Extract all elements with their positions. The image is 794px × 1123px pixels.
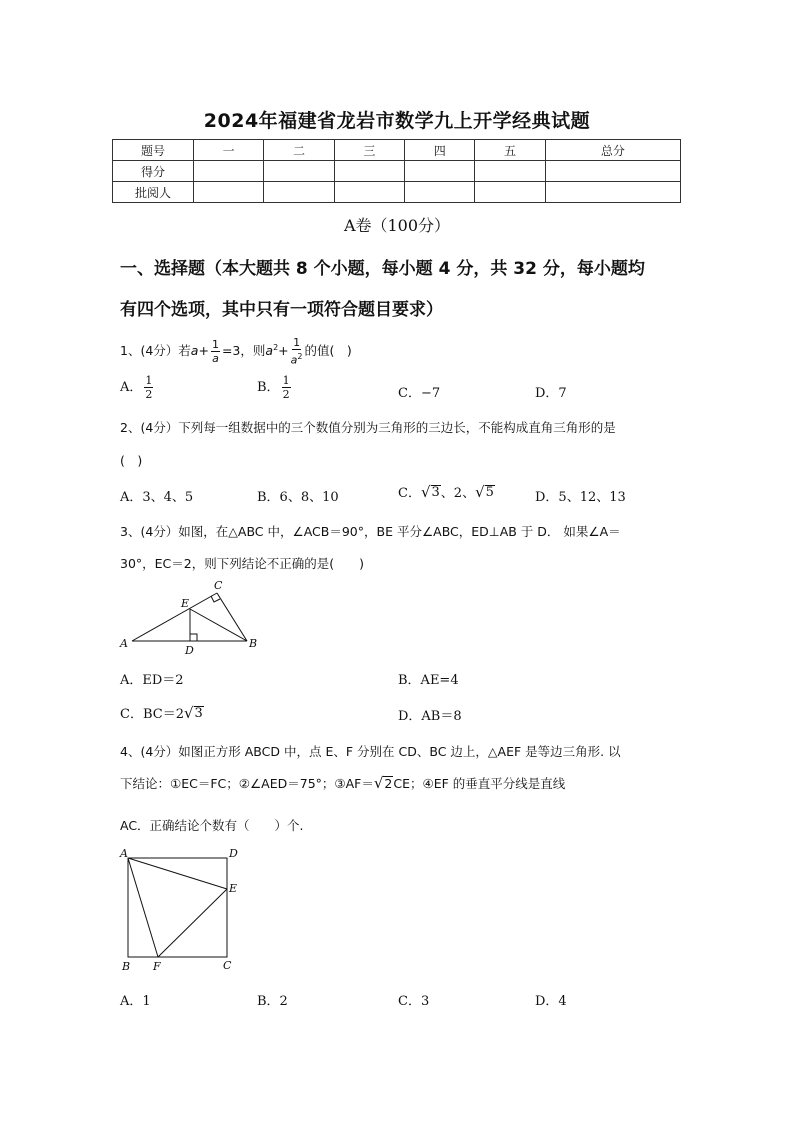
label-b: B bbox=[122, 960, 131, 973]
label-e: E bbox=[229, 882, 238, 895]
right-angle-mark-d bbox=[190, 634, 197, 641]
option-label: A． bbox=[120, 380, 143, 395]
score-cell[interactable] bbox=[545, 161, 680, 182]
question-2-line2: ( ) bbox=[120, 453, 143, 468]
sqrt bbox=[184, 705, 204, 721]
reviewer-cell[interactable] bbox=[334, 182, 404, 203]
label-a: A bbox=[120, 847, 128, 860]
question-1 bbox=[120, 334, 352, 367]
score-cell[interactable] bbox=[405, 161, 475, 182]
score-table bbox=[112, 139, 681, 203]
q1-frac-num: 1 bbox=[211, 338, 219, 352]
question-2-line1: 2、(4分）下列每一组数据中的三个数值分别为三角形的三边长，不能构成直角三角形的是 bbox=[120, 420, 616, 435]
table-header-cell: 三 bbox=[334, 140, 404, 161]
q4-option-c[interactable]: C．3 bbox=[398, 994, 430, 1009]
option-fraction bbox=[282, 374, 291, 401]
q1-frac2-den-sup: 2 bbox=[297, 352, 303, 362]
table-row bbox=[113, 182, 681, 203]
reviewer-cell[interactable] bbox=[194, 182, 264, 203]
score-cell[interactable] bbox=[475, 161, 545, 182]
sqrt bbox=[475, 484, 495, 500]
question-4-line2 bbox=[120, 774, 565, 792]
q1-fraction bbox=[211, 338, 220, 365]
sqrt bbox=[421, 484, 441, 500]
frac-den: 2 bbox=[145, 388, 153, 401]
radical-sign: √ bbox=[420, 483, 431, 501]
q3-option-a[interactable]: A．ED＝2 bbox=[120, 673, 184, 688]
page-title: 2024年福建省龙岩市数学九上开学经典试题 bbox=[203, 110, 591, 132]
q1-option-b[interactable] bbox=[257, 374, 293, 401]
question-3-line2: 30°，EC＝2，则下列结论不正确的是( ) bbox=[120, 556, 364, 571]
option-text: 、2、 bbox=[440, 486, 476, 501]
q2-option-a[interactable]: A．3、4、5 bbox=[120, 490, 194, 505]
q4-option-d[interactable]: D．4 bbox=[535, 994, 567, 1009]
reviewer-cell[interactable] bbox=[545, 182, 680, 203]
q2-option-c[interactable] bbox=[398, 482, 495, 501]
table-header-cell: 一 bbox=[194, 140, 264, 161]
square-figure bbox=[116, 844, 246, 974]
segment-cb bbox=[217, 593, 247, 641]
label-b: B bbox=[249, 637, 258, 650]
frac-num: 1 bbox=[282, 374, 290, 387]
table-row bbox=[113, 140, 681, 161]
radical-sign: √ bbox=[475, 483, 485, 501]
option-label: B． bbox=[257, 380, 280, 395]
q1-sup: 2 bbox=[273, 343, 279, 352]
label-c: C bbox=[214, 579, 223, 592]
row-label: 得分 bbox=[113, 161, 194, 182]
table-header-cell: 五 bbox=[475, 140, 545, 161]
q1-var2: a bbox=[265, 343, 274, 359]
right-angle-mark-c bbox=[211, 596, 220, 602]
q2-option-d[interactable]: D．5、12、13 bbox=[535, 490, 626, 505]
score-cell[interactable] bbox=[264, 161, 334, 182]
sqrt bbox=[374, 775, 394, 791]
radicand: 3 bbox=[194, 706, 203, 721]
q1-prefix: 1、(4分）若 bbox=[120, 343, 191, 359]
table-header-cell: 二 bbox=[264, 140, 334, 161]
score-cell[interactable] bbox=[194, 161, 264, 182]
q1-eq: =3，则 bbox=[221, 343, 266, 359]
q1-var: a bbox=[190, 343, 199, 359]
q4-option-b[interactable]: B．2 bbox=[257, 994, 288, 1009]
question-4-line1: 4、(4分）如图正方形 ABCD 中，点 E、F 分别在 CD、BC 边上，△AEF 是等边三角形. 以 bbox=[120, 744, 621, 759]
table-header-cell: 题号 bbox=[113, 140, 194, 161]
radicand: 5 bbox=[485, 485, 494, 500]
q1-frac2-den bbox=[291, 350, 303, 367]
section-heading-line2: 有四个选项，其中只有一项符合题目要求） bbox=[120, 300, 443, 320]
label-c: C bbox=[223, 959, 232, 972]
table-header-cell: 四 bbox=[405, 140, 475, 161]
q1-option-a[interactable] bbox=[120, 374, 155, 401]
table-row bbox=[113, 161, 681, 182]
q4-option-a[interactable]: A．1 bbox=[120, 994, 151, 1009]
q1-option-d[interactable]: D．7 bbox=[535, 386, 567, 401]
q1-suffix: 的值( ) bbox=[304, 343, 352, 359]
radical-sign: √ bbox=[183, 704, 194, 722]
q4-text: 下结论：①EC＝FC；②∠AED＝75°；③AF＝ bbox=[120, 776, 374, 791]
question-3-line1: 3、(4分）如图，在△ABC 中，∠ACB＝90°，BE 平分∠ABC，ED⊥AB 于 D． 如果∠A＝ bbox=[120, 524, 621, 539]
option-fraction bbox=[144, 374, 153, 401]
q2-option-b[interactable]: B．6、8、10 bbox=[257, 490, 339, 505]
q1-option-c[interactable]: C．−7 bbox=[398, 386, 441, 401]
segment-eb bbox=[190, 609, 247, 641]
reviewer-cell[interactable] bbox=[264, 182, 334, 203]
q4-text: CE；④EF 的垂直平分线是直线 bbox=[393, 776, 566, 791]
label-a: A bbox=[120, 637, 128, 650]
label-e: E bbox=[181, 597, 190, 610]
label-d: D bbox=[229, 847, 238, 860]
q1-fraction2 bbox=[291, 336, 303, 367]
reviewer-cell[interactable] bbox=[475, 182, 545, 203]
score-cell[interactable] bbox=[334, 161, 404, 182]
q1-frac2-den-var: a bbox=[290, 353, 298, 367]
frac-den: 2 bbox=[282, 388, 290, 401]
option-text: C．BC＝2 bbox=[120, 707, 184, 722]
reviewer-cell[interactable] bbox=[405, 182, 475, 203]
triangle-figure bbox=[114, 578, 264, 658]
q3-option-b[interactable]: B．AE=4 bbox=[398, 673, 459, 688]
question-4-line3: AC．正确结论个数有（ ）个. bbox=[120, 818, 304, 833]
radicand: 3 bbox=[431, 485, 440, 500]
table-header-cell: 总分 bbox=[545, 140, 680, 161]
section-heading-line1: 一、选择题（本大题共 8 个小题，每小题 4 分，共 32 分，每小题均 bbox=[120, 259, 645, 279]
q1-frac-den: a bbox=[212, 352, 219, 366]
label-f: F bbox=[153, 960, 161, 973]
label-d: D bbox=[185, 644, 194, 657]
option-label: C． bbox=[398, 486, 421, 501]
q1-plus: + bbox=[198, 343, 209, 359]
q1-frac2-num: 1 bbox=[293, 336, 301, 350]
radical-sign: √ bbox=[373, 774, 384, 792]
row-label: 批阅人 bbox=[113, 182, 194, 203]
q3-option-d[interactable]: D．AB＝8 bbox=[398, 709, 462, 724]
radicand: 2 bbox=[384, 776, 393, 791]
q1-plus2: + bbox=[278, 343, 289, 359]
q3-option-c[interactable] bbox=[120, 703, 204, 722]
segment-ae bbox=[128, 858, 227, 889]
frac-num: 1 bbox=[145, 374, 153, 387]
segment-af bbox=[128, 858, 158, 957]
volume-heading: A卷（100分） bbox=[343, 216, 451, 235]
segment-fe bbox=[158, 889, 227, 957]
